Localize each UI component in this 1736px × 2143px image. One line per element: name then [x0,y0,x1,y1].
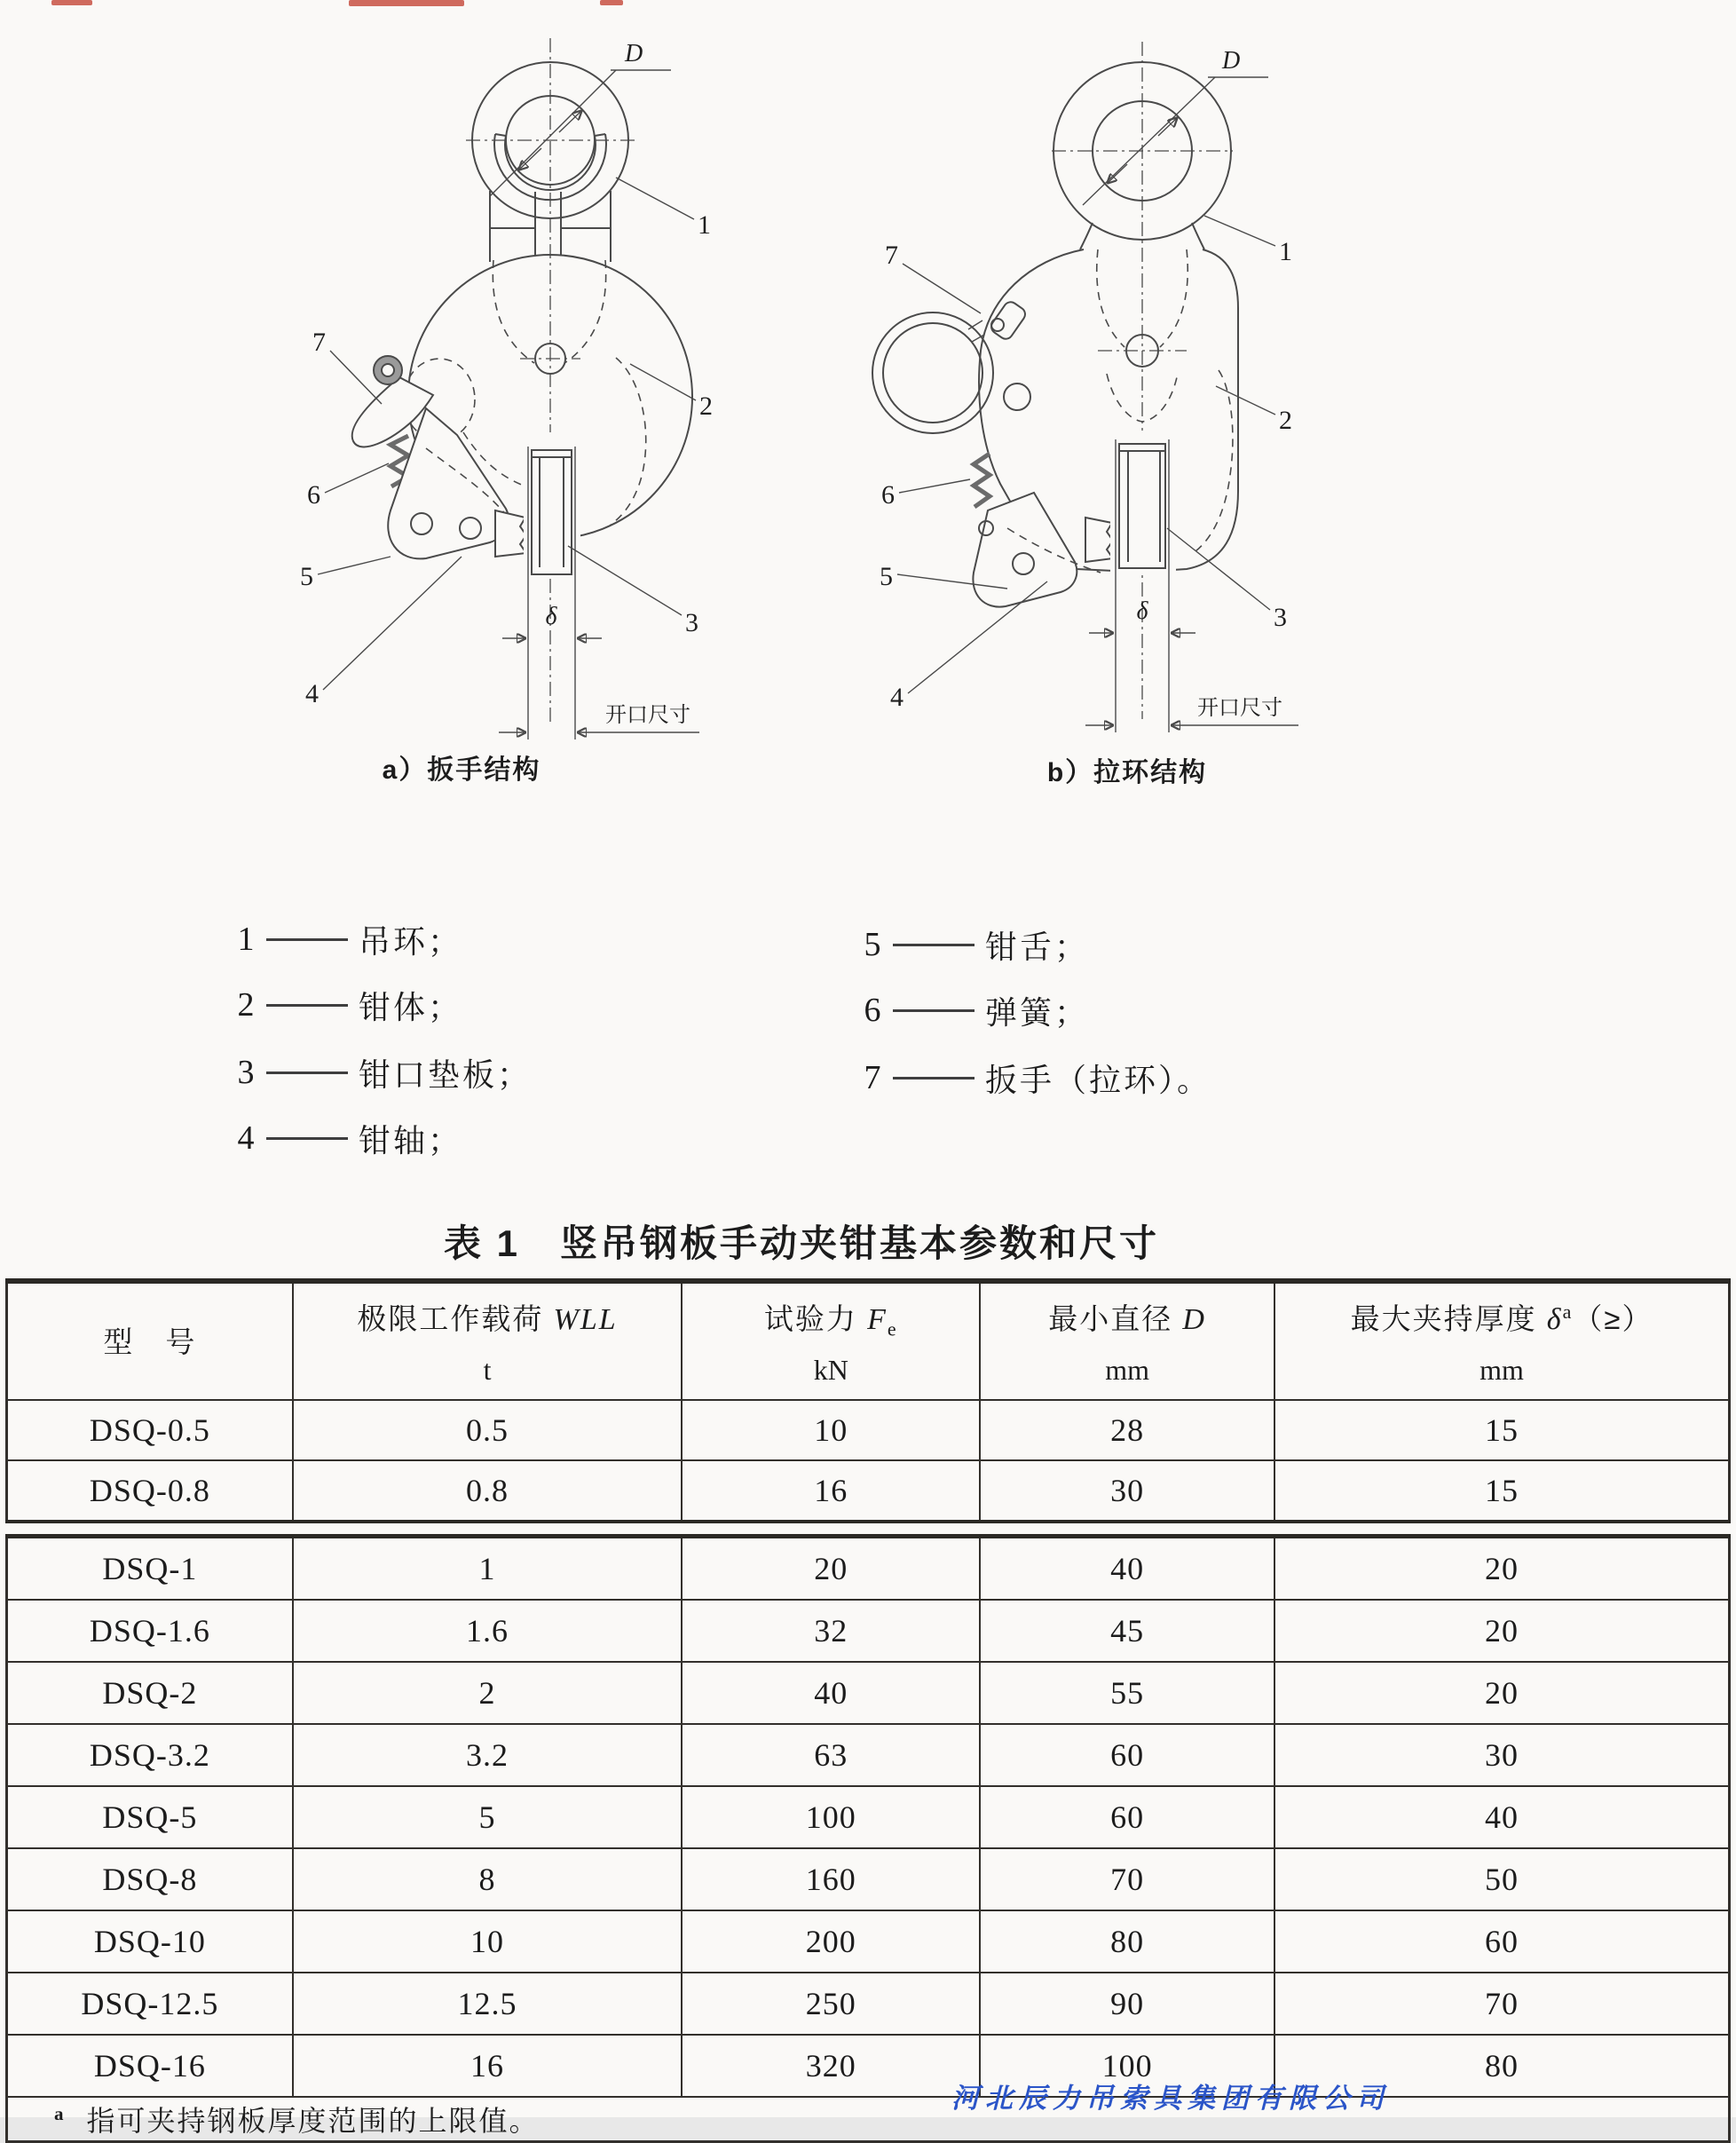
cell-wll: 16 [293,2035,683,2097]
cell-wll: 1.6 [293,1600,683,1662]
legend-label: 钳口垫板； [359,1056,533,1093]
cell-max-thickness: 20 [1274,1537,1729,1601]
legend-item-1 [233,920,462,959]
legend-item-7 [859,1058,1211,1097]
cell-wll: 8 [293,1848,683,1910]
opening-label: 开口尺寸 [605,703,690,727]
jaw-pad [524,432,580,739]
callout-6: 6 [307,480,320,510]
cell-test-force: 320 [682,2035,980,2097]
cell-test-force: 250 [682,1973,980,2035]
callout-1: 1 [698,210,711,240]
jaw-plate [388,408,509,558]
callout-7: 7 [885,241,898,270]
cell-max-thickness: 20 [1274,1662,1729,1724]
footnote-marker: a [54,2103,66,2125]
cropped-red-text-fragment [349,0,464,6]
col-header-min-diameter: 最小直径 D mm [980,1281,1274,1400]
table-row [7,1724,1730,1786]
figure-b-caption: b）拉环结构 [1046,758,1208,787]
cropped-red-text-fragment [600,0,623,5]
diameter-label: D [1222,47,1241,75]
pull-ring [872,299,1028,433]
legend-label: 钳体； [359,988,463,1025]
cell-model: DSQ-12.5 [7,1973,293,2035]
footnote-text: 指可夹持钢板厚度范围的上限值。 [86,2105,540,2137]
legend-dash [266,1004,348,1007]
legend-number: 3 [237,1054,255,1091]
callout-3: 3 [1274,603,1287,632]
callout-7: 7 [312,328,326,357]
legend-dash [893,1077,975,1079]
cell-test-force: 40 [682,1662,980,1724]
table-row [7,1973,1730,2035]
cell-model: DSQ-3.2 [7,1724,293,1786]
callout-6: 6 [881,480,895,510]
company-watermark: 河北辰力吊索具集团有限公司 [951,2083,1390,2114]
table-row [7,1662,1730,1724]
diameter-label: D [625,40,643,67]
col-header-label: 最小直径 [1048,1301,1183,1335]
cropped-red-text-fragment [51,0,92,5]
cell-test-force: 63 [682,1724,980,1786]
cell-test-force: 10 [682,1400,980,1460]
table-footnote [7,2097,1730,2142]
cell-wll: 2 [293,1662,683,1724]
cell-test-force: 32 [682,1600,980,1662]
parameters-table-block-1 [5,1278,1731,1523]
dimension-diameter [1083,47,1268,205]
table-row [7,1460,1730,1522]
callout-2: 2 [699,391,713,421]
cell-min-diameter: 60 [980,1786,1274,1848]
cell-min-diameter: 45 [980,1600,1274,1662]
legend-item-3 [233,1053,532,1092]
col-header-unit: mm [1480,1354,1524,1387]
cell-wll: 10 [293,1910,683,1973]
cell-test-force: 200 [682,1910,980,1973]
col-header-model [7,1281,293,1400]
table-row [7,1600,1730,1662]
cell-min-diameter: 55 [980,1662,1274,1724]
table-title: 表 1 竖吊钢板手动夹钳基本参数和尺寸 [443,1222,1160,1264]
col-header-label: 最大夹持厚度 [1350,1301,1547,1335]
jaw-tongue [495,510,526,557]
cell-min-diameter: 28 [980,1400,1274,1460]
cell-max-thickness: 80 [1274,2035,1729,2097]
callouts [880,216,1292,712]
cell-model: DSQ-2 [7,1662,293,1724]
col-header-label: 型 号 [103,1325,197,1358]
legend-label: 钳轴； [359,1121,463,1158]
col-header-unit: kN [813,1354,848,1387]
cell-model: DSQ-8 [7,1848,293,1910]
cell-max-thickness: 70 [1274,1973,1729,2035]
legend-number: 6 [864,992,881,1029]
legend-label: 钳舌； [985,928,1090,965]
cell-wll: 1 [293,1537,683,1601]
callout-5: 5 [880,562,893,591]
cell-min-diameter: 60 [980,1724,1274,1786]
cell-test-force: 20 [682,1537,980,1601]
dimension-delta [502,603,602,638]
cell-model: DSQ-1 [7,1537,293,1601]
figure-b-drawing [874,31,1318,741]
cell-wll: 5 [293,1786,683,1848]
jaw-pad [1110,431,1176,732]
cell-model: DSQ-5 [7,1786,293,1848]
dimension-opening [1085,696,1298,725]
legend-item-5 [859,925,1089,964]
cell-wll: 0.8 [293,1460,683,1522]
cell-model: DSQ-1.6 [7,1600,293,1662]
callout-5: 5 [300,562,313,591]
figure-a-caption: a）扳手结构 [382,755,541,785]
cell-test-force: 16 [682,1460,980,1522]
legend-number: 5 [864,926,881,963]
col-header-unit: t [483,1354,492,1387]
cell-model: DSQ-10 [7,1910,293,1973]
table-footnote-row [7,2097,1730,2142]
cell-min-diameter: 90 [980,1973,1274,2035]
cell-test-force: 160 [682,1848,980,1910]
legend-label: 吊环； [359,922,463,960]
table-row [7,1910,1730,1973]
legend-dash [266,1137,348,1140]
callout-1: 1 [1279,237,1292,266]
cell-max-thickness: 50 [1274,1848,1729,1910]
legend-dash [266,938,348,941]
col-header-wll: 极限工作载荷 WLL t [293,1281,683,1400]
cell-model: DSQ-16 [7,2035,293,2097]
opening-label: 开口尺寸 [1197,696,1282,720]
legend-number: 1 [237,921,255,958]
delta-label: δ [1136,597,1148,625]
table-row [7,1848,1730,1910]
cell-wll: 12.5 [293,1973,683,2035]
legend-label: 扳手（拉环）。 [985,1061,1212,1098]
col-header-test-force: 试验力 $F_e$ kN [682,1281,980,1400]
spring [974,454,990,507]
col-header-label: 极限工作载荷 [357,1301,554,1335]
dimension-opening [499,703,699,732]
callout-4: 4 [305,679,319,708]
legend-number: 7 [864,1059,881,1096]
legend-number: 2 [237,986,255,1024]
cell-wll: 3.2 [293,1724,683,1786]
col-header-label: 试验力 [763,1301,868,1335]
col-header-unit: mm [1105,1354,1149,1387]
table-header-row [7,1281,1730,1400]
table-row [7,1537,1730,1601]
cell-model: DSQ-0.5 [7,1400,293,1460]
table-row [7,2035,1730,2097]
cell-min-diameter: 80 [980,1910,1274,1973]
cell-max-thickness: 15 [1274,1400,1729,1460]
cell-test-force: 100 [682,1786,980,1848]
cell-max-thickness: 30 [1274,1724,1729,1786]
legend-dash [266,1072,348,1074]
callout-4: 4 [890,683,904,712]
legend-dash [893,1009,975,1012]
delta-label: δ [545,603,557,630]
legend-item-2 [233,985,462,1024]
parameters-table-block-2 [5,1534,1731,2143]
cell-model: DSQ-0.8 [7,1460,293,1522]
callout-3: 3 [685,608,698,637]
legend-dash [893,944,975,946]
cell-min-diameter: 100 [980,2035,1274,2097]
cell-max-thickness: 20 [1274,1600,1729,1662]
legend-item-4 [233,1119,462,1158]
figure-a-drawing [257,31,719,741]
table-row [7,1786,1730,1848]
legend-label: 弹簧； [985,993,1090,1031]
col-header-max-thickness: 最大夹持厚度 $\delta^a(\ge)$ mm [1274,1281,1729,1400]
table-row [7,1400,1730,1460]
jaw-tongue [1085,518,1113,562]
callout-2: 2 [1279,406,1292,435]
cell-min-diameter: 70 [980,1848,1274,1910]
legend-item-6 [859,991,1089,1030]
cell-max-thickness: 60 [1274,1910,1729,1973]
legend-number: 4 [237,1119,255,1157]
cell-min-diameter: 30 [980,1460,1274,1522]
cell-wll: 0.5 [293,1400,683,1460]
cell-max-thickness: 40 [1274,1786,1729,1848]
cell-min-diameter: 40 [980,1537,1274,1601]
cell-max-thickness: 15 [1274,1460,1729,1522]
